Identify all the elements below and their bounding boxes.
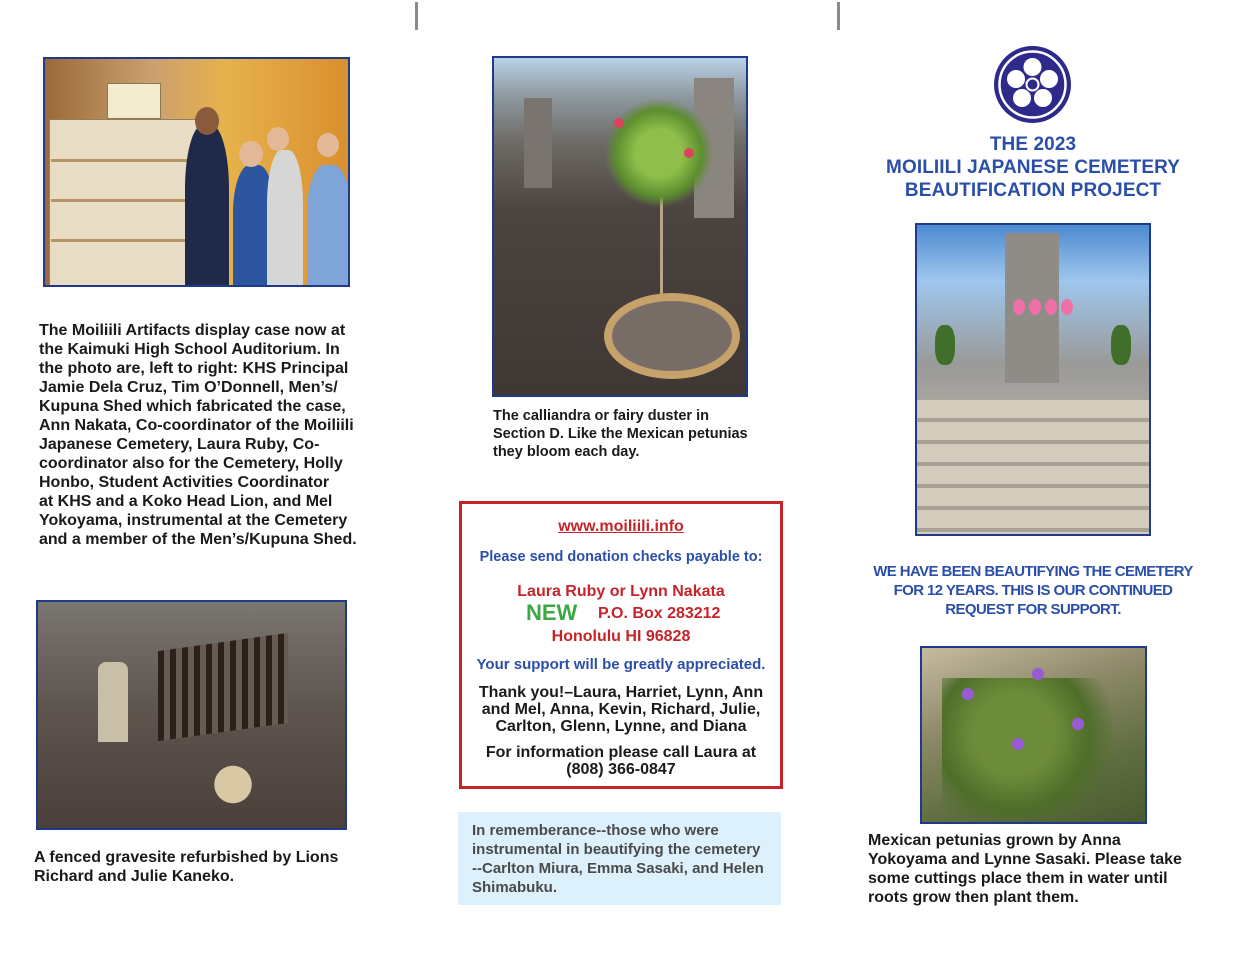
caption-line: Ann Nakata, Co-coordinator of the Moiliili: [39, 417, 354, 434]
caption-line: The calliandra or fairy duster in: [493, 408, 709, 424]
info-line: For information please call Laura at: [485, 744, 757, 761]
caption-line: Section D. Like the Mexican petunias: [493, 426, 748, 442]
caption-line: roots grow then plant them.: [868, 889, 1079, 906]
case-shelf: [51, 199, 197, 202]
flower-arrangement: [1111, 325, 1131, 365]
flower: [1012, 738, 1024, 750]
caption-line: Yokoyama, instrumental at the Cemetery: [39, 512, 348, 529]
caption-line: at KHS and a Koko Head Lion, and Mel: [39, 493, 333, 510]
caption-line: Kupuna Shed which fabricated the case,: [39, 398, 346, 415]
photo-cemetery-monument: [915, 223, 1151, 536]
person-head: [195, 107, 219, 135]
thanks-line: Carlton, Glenn, Lynne, and Diana: [495, 718, 747, 735]
flower: [614, 118, 624, 128]
city-text: Honolulu HI 96828: [551, 628, 691, 645]
donation-box: [459, 501, 783, 789]
phone-number: (808) 366-0847: [566, 761, 676, 778]
checks-payable-text: Please send donation checks payable to:: [479, 549, 763, 565]
flower: [1072, 718, 1084, 730]
display-sign: [107, 83, 161, 119]
caption-line: they bloom each day.: [493, 444, 640, 460]
display-case: [49, 119, 201, 286]
flower: [962, 688, 974, 700]
petunias-caption: [868, 831, 1208, 907]
flower: [1032, 668, 1044, 680]
po-box-row: [462, 600, 780, 626]
lantern: [1061, 299, 1073, 315]
photo-calliandra-tree: [492, 56, 748, 397]
title-name: MOILIILI JAPANESE CEMETERY: [886, 157, 1180, 178]
remembrance-line: instrumental in beautifying the cemetery: [472, 841, 761, 858]
tree-foliage: [604, 98, 714, 208]
stone-ring: [604, 293, 740, 379]
caption-line: and a member of the Men’s/Kupuna Shed.: [39, 531, 357, 548]
thanks-text: [462, 684, 780, 735]
thanks-line: Thank you!–Laura, Harriet, Lynn, Ann: [478, 684, 764, 701]
support-line: REQUEST FOR SUPPORT.: [945, 601, 1121, 618]
title-project: BEAUTIFICATION PROJECT: [904, 180, 1162, 201]
person-silhouette: [307, 165, 350, 285]
flower-arrangement: [935, 325, 955, 365]
gravestone: [524, 98, 552, 188]
caption-line: The Moiliili Artifacts display case now at: [39, 322, 346, 339]
caption-line: coordinator also for the Cemetery, Holly: [39, 455, 343, 472]
fold-mark-right: [837, 2, 840, 30]
thanks-line: and Mel, Anna, Kevin, Richard, Julie,: [481, 701, 761, 718]
info-text: [462, 744, 780, 778]
person-head: [267, 127, 289, 151]
po-box-text: P.O. Box 283212: [598, 605, 721, 622]
remembrance-line: --Carlton Miura, Emma Sasaki, and Helen: [472, 860, 764, 877]
remembrance-line: Shimabuku.: [472, 879, 558, 896]
support-line: WE HAVE BEEN BEAUTIFYING THE CEMETERY: [873, 563, 1193, 580]
wooden-fence: [158, 633, 288, 741]
lantern: [1045, 299, 1057, 315]
remembrance-box: [458, 812, 781, 905]
caption-line: Mexican petunias grown by Anna: [868, 832, 1121, 849]
caption-line: Jamie Dela Cruz, Tim O’Donnell, Men’s/: [39, 379, 338, 396]
support-line: FOR 12 YEARS. THIS IS OUR CONTINUED: [893, 582, 1173, 599]
monument-steps: [917, 400, 1151, 536]
family-crest-icon: [994, 46, 1071, 123]
case-shelf: [51, 239, 197, 242]
appreciation-text: Your support will be greatly appreciated.: [476, 656, 766, 673]
person-silhouette: [267, 150, 303, 285]
caption-line: Honbo, Student Activities Coordinator: [39, 474, 330, 491]
fold-mark-left: [415, 2, 418, 30]
person-silhouette: [185, 125, 229, 285]
gravesite-caption: [34, 848, 354, 886]
photo-display-case-group: [43, 57, 350, 287]
lantern: [1013, 299, 1025, 315]
person-head: [239, 141, 263, 167]
display-case-caption: [39, 321, 369, 549]
payee-text: Laura Ruby or Lynn Nakata: [517, 583, 725, 600]
new-badge: NEW: [526, 600, 578, 625]
tree-caption: [493, 407, 763, 461]
website-link[interactable]: www.moiliili.info: [558, 518, 684, 535]
gravestone: [98, 662, 128, 742]
caption-line: Richard and Julie Kaneko.: [34, 868, 235, 885]
caption-line: the photo are, left to right: KHS Principal: [39, 360, 349, 377]
caption-line: the Kaimuki High School Auditorium. In: [39, 341, 340, 358]
photo-mexican-petunias: [920, 646, 1147, 824]
flower: [684, 148, 694, 158]
person-head: [317, 133, 339, 157]
caption-line: Japanese Cemetery, Laura Ruby, Co-: [39, 436, 320, 453]
photo-fenced-gravesite: [36, 600, 347, 830]
remembrance-line: In rememberance--those who were: [472, 822, 719, 839]
caption-line: some cuttings place them in water until: [868, 870, 1168, 887]
title-year: THE 2023: [989, 134, 1077, 155]
family-crest-graphic: [994, 46, 1071, 123]
case-shelf: [51, 159, 197, 162]
lantern: [1029, 299, 1041, 315]
caption-line: A fenced gravesite refurbished by Lions: [34, 849, 339, 866]
caption-line: Yokoyama and Lynne Sasaki. Please take: [868, 851, 1182, 868]
stone-ring: [188, 757, 278, 812]
